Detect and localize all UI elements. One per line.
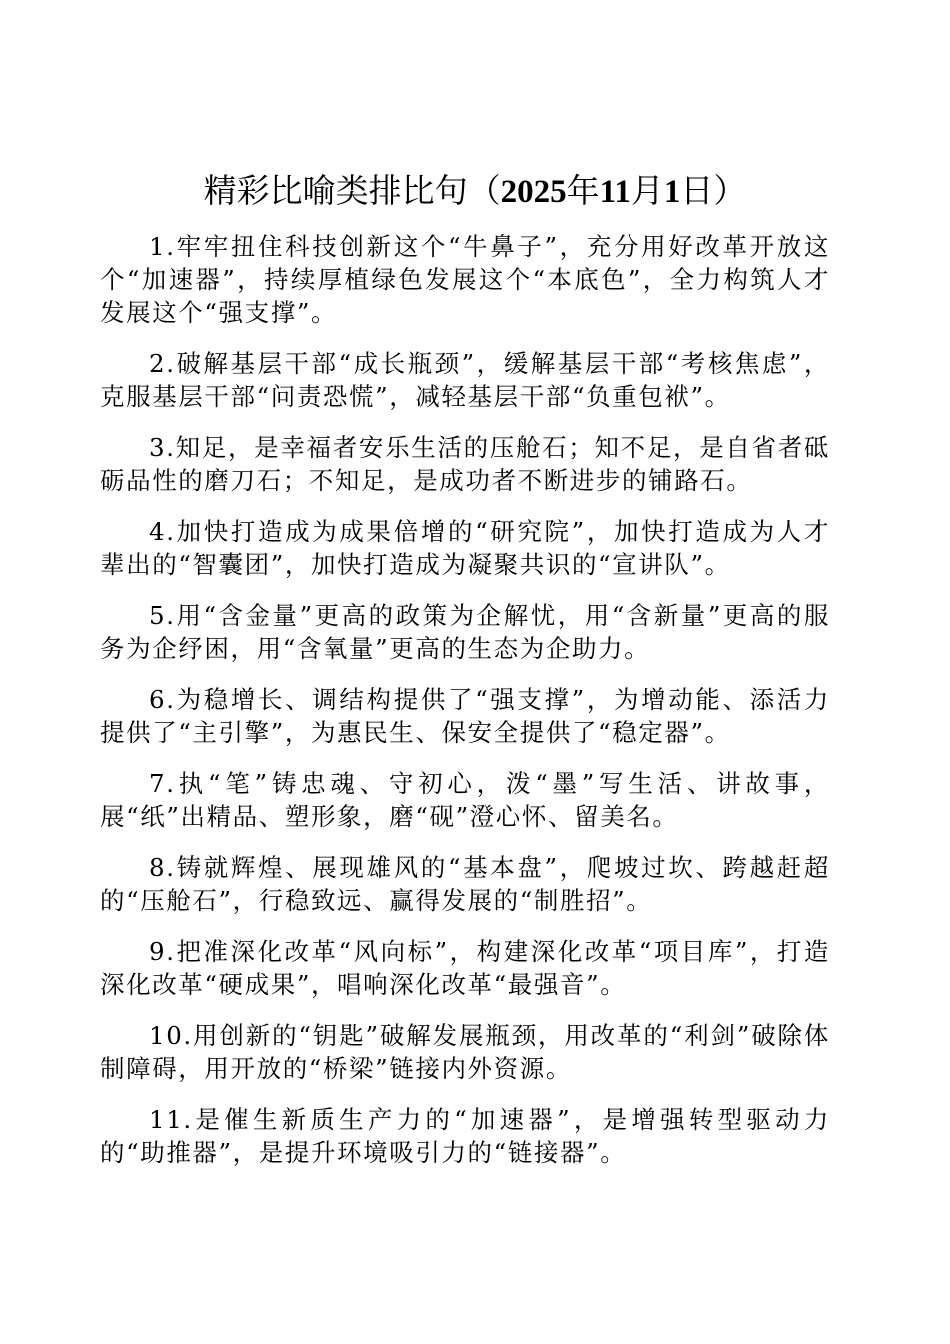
list-item: 7.执“笔”铸忠魂、守初心，泼“墨”写生活、讲故事，展“纸”出精品、塑形象，磨“砚”澄心怀、留美名。 bbox=[100, 769, 830, 831]
title-prefix: 精彩比喻类排比句（ bbox=[203, 171, 501, 210]
title-day: 1 bbox=[663, 174, 681, 210]
list-item: 4.加快打造成为成果倍增的“研究院”，加快打造成为人才辈出的“智囊团”，加快打造成为凝聚共识的“宣讲队”。 bbox=[100, 517, 830, 579]
list-item: 3.知足，是幸福者安乐生活的压舱石；知不足，是自省者砥砺品性的磨刀石；不知足，是成功者不断进步的铺路石。 bbox=[100, 433, 830, 495]
title-year-unit: 年 bbox=[566, 171, 600, 210]
list-item: 10.用创新的“钥匙”破解发展瓶颈，用改革的“利剑”破除体制障碍，用开放的“桥梁”链接内外资源。 bbox=[100, 1021, 830, 1083]
list-item: 9.把准深化改革“风向标”，构建深化改革“项目库”，打造深化改革“硬成果”，唱响深化改革“最强音”。 bbox=[100, 937, 830, 999]
list-item: 6.为稳增长、调结构提供了“强支撑”，为增动能、添活力提供了“主引擎”，为惠民生、保安全提供了“稳定器”。 bbox=[100, 685, 830, 747]
title-year: 2025 bbox=[500, 174, 567, 210]
list-item: 8.铸就辉煌、展现雄风的“基本盘”，爬坡过坎、跨越赶超的“压舱石”，行稳致远、赢得发展的“制胜招”。 bbox=[100, 853, 830, 915]
document-title bbox=[0, 170, 950, 213]
title-month: 11 bbox=[599, 174, 631, 210]
list-item: 11.是催生新质生产力的“加速器”，是增强转型驱动力的“助推器”，是提升环境吸引力的“链接器”。 bbox=[100, 1105, 830, 1167]
list-item: 1.牢牢扭住科技创新这个“牛鼻子”，充分用好改革开放这个“加速器”，持续厚植绿色发展这个“本底色”，全力构筑人才发展这个“强支撑”。 bbox=[100, 232, 830, 327]
list-item: 2.破解基层干部“成长瓶颈”，缓解基层干部“考核焦虑”，克服基层干部“问责恐慌”，减轻基层干部“负重包袱”。 bbox=[100, 349, 830, 411]
sentence-list bbox=[100, 230, 830, 1187]
title-suffix: 日） bbox=[680, 171, 747, 210]
list-item: 5.用“含金量”更高的政策为企解忧，用“含新量”更高的服务为企纾困，用“含氧量”更高的生态为企助力。 bbox=[100, 601, 830, 663]
title-month-unit: 月 bbox=[630, 171, 664, 210]
